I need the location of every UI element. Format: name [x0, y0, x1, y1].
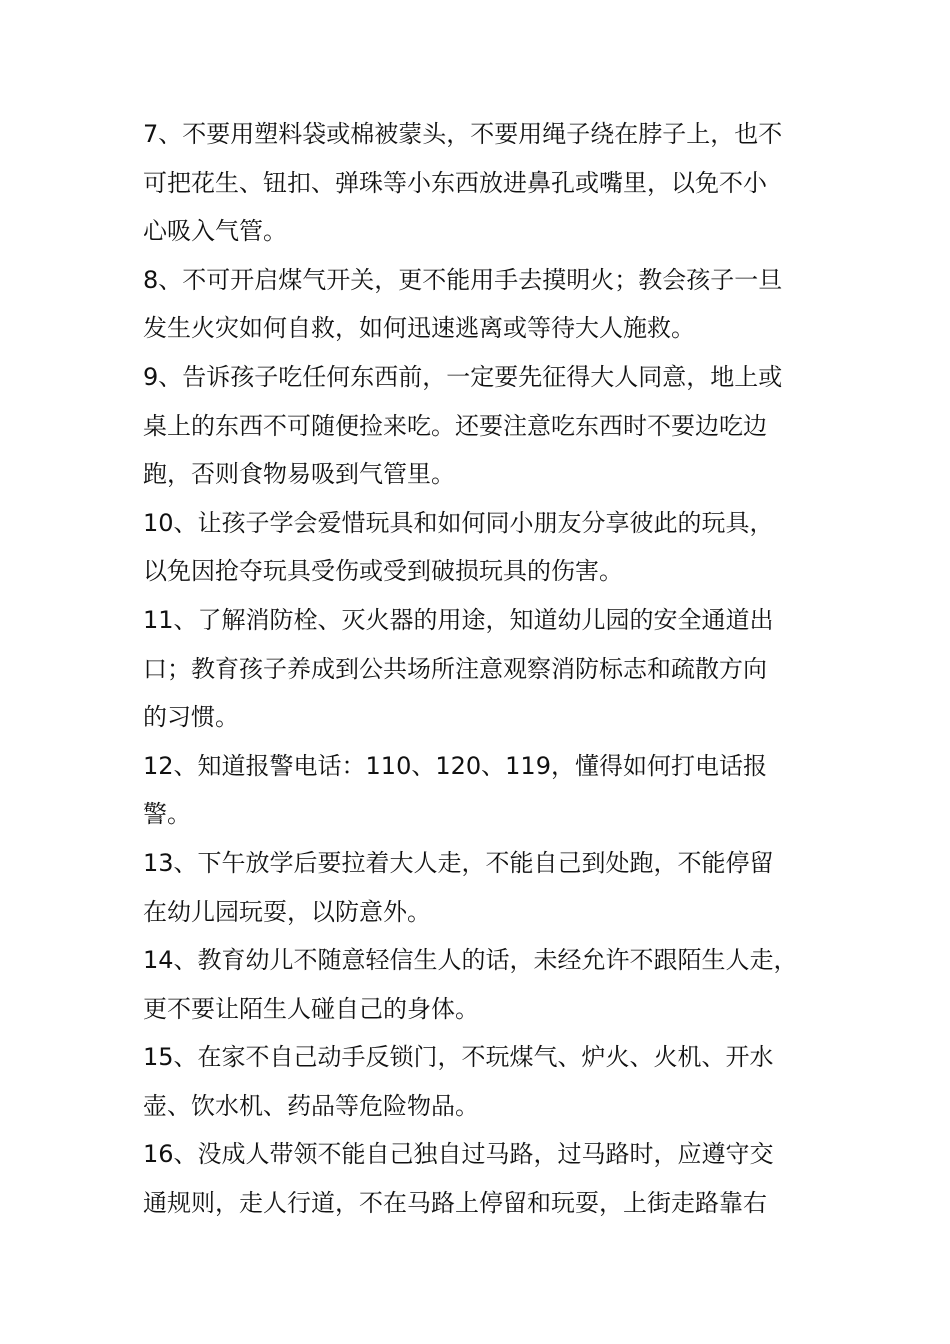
safety-item-11: 11、了解消防栓、灭火器的用途，知道幼儿园的安全通道出 口；教育孩子养成到公共场所注意观察消防标志和疏散方向 的习惯。	[143, 605, 774, 732]
safety-item-8: 8、不可开启煤气开关，更不能用手去摸明火；教会孩子一旦 发生火灾如何自救，如何迅速逃离或等待大人施救。	[143, 265, 783, 343]
safety-item-7: 7、不要用塑料袋或棉被蒙头，不要用绳子绕在脖子上，也不 可把花生、钮扣、弹珠等小东西放进鼻孔或嘴里，以免不小 心吸入气管。	[143, 120, 783, 246]
safety-item-16: 16、没成人带领不能自己独自过马路，过马路时，应遵守交 通规则，走人行道，不在马路上停留和玩耍，上街走路靠右	[143, 1140, 774, 1218]
safety-item-10: 10、让孩子学会爱惜玩具和如何同小朋友分享彼此的玩具， 以免因抢夺玩具受伤或受到破损玩具的伤害。	[143, 508, 774, 586]
safety-item-12: 12、知道报警电话：110、120、119，懂得如何打电话报警。	[143, 751, 767, 829]
safety-item-15: 15、在家不自己动手反锁门，不玩煤气、炉火、火机、开水 壶、饮水机、药品等危险物品。	[143, 1043, 774, 1120]
document-body	[143, 110, 808, 1228]
safety-item-14: 14、教育幼儿不随意轻信生人的话，未经允许不跟陌生人走， 更不要让陌生人碰自己的身体。	[143, 946, 798, 1023]
safety-item-13: 13、下午放学后要拉着大人走，不能自己到处跑，不能停留 在幼儿园玩耍，以防意外。	[143, 848, 774, 926]
safety-item-9: 9、告诉孩子吃任何东西前，一定要先征得大人同意，地上或 桌上的东西不可随便捡来吃。还要注意吃东西时不要边吃边 跑，否则食物易吸到气管里。	[143, 362, 783, 489]
